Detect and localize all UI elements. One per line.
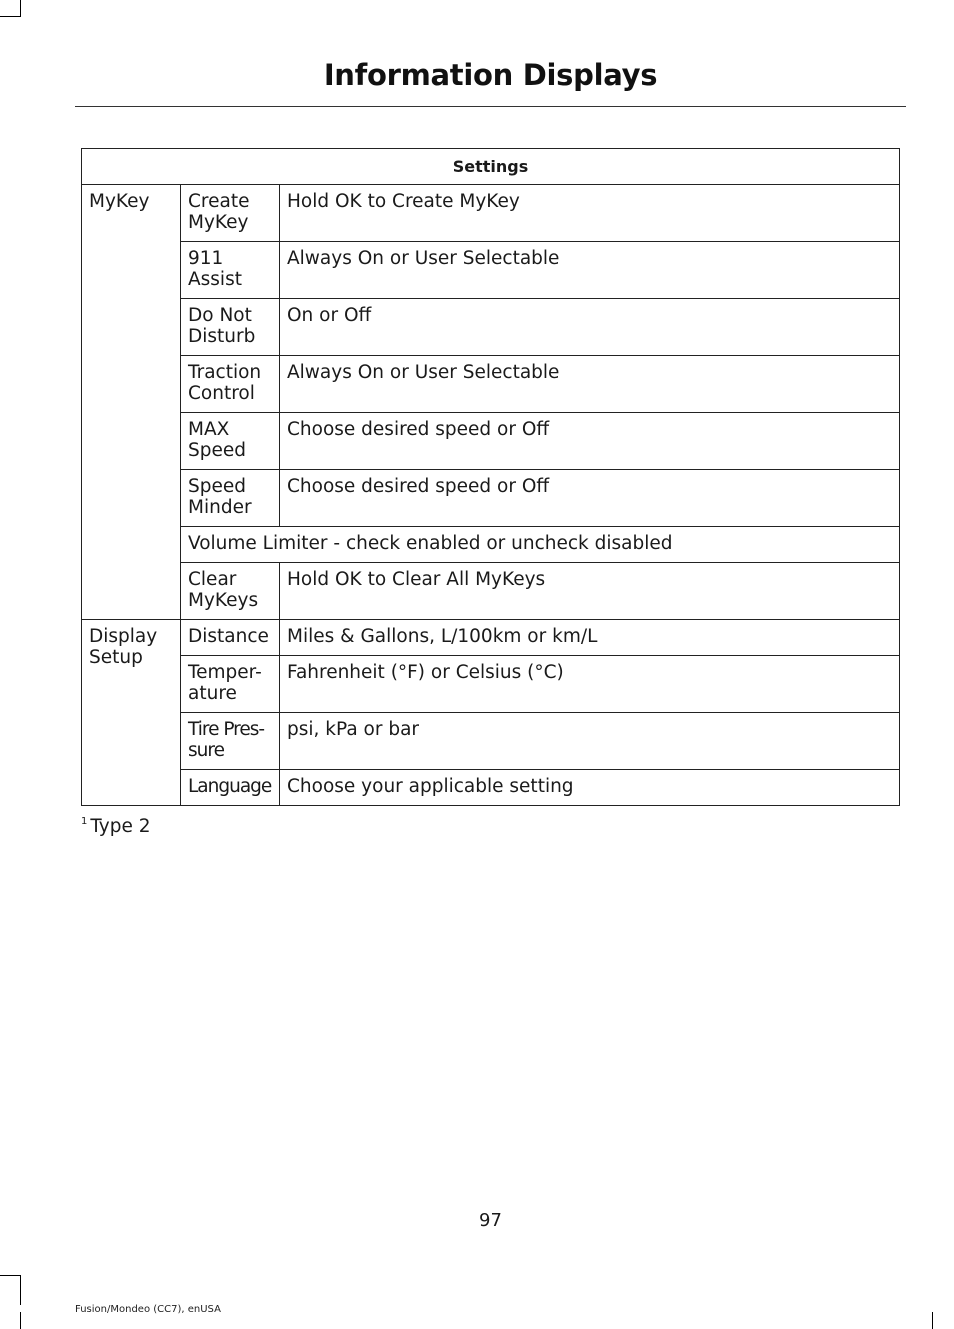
setting-name: Tire Pres-sure	[181, 713, 280, 770]
setting-value: On or Off	[280, 299, 900, 356]
table-row	[82, 413, 900, 470]
table-caption: Settings	[82, 149, 900, 185]
crop-mark-bottom-left-vertical	[20, 1312, 21, 1329]
setting-name: Do Not Disturb	[181, 299, 280, 356]
document-id: Fusion/Mondeo (CC7), enUSA	[75, 1304, 221, 1315]
table-row	[82, 713, 900, 770]
table-header-row	[82, 149, 900, 185]
page-title: Information Displays	[323, 58, 658, 92]
crop-mark-top-left-vertical	[20, 0, 21, 17]
setting-name: Speed Minder	[181, 470, 280, 527]
setting-name: Language	[181, 770, 280, 806]
setting-name: Traction Control	[181, 356, 280, 413]
setting-name: Create MyKey	[181, 185, 280, 242]
category-display-setup: Display Setup	[82, 620, 181, 806]
table-row	[82, 656, 900, 713]
footnote-marker: 1	[81, 816, 88, 827]
table-row	[82, 563, 900, 620]
table-row	[82, 527, 900, 563]
setting-full-row: Volume Limiter - check enabled or uncheck disabled	[181, 527, 900, 563]
setting-value: Miles & Gallons, L/100km or km/L	[280, 620, 900, 656]
setting-name: 911 Assist	[181, 242, 280, 299]
crop-mark-top-left-horizontal	[0, 16, 20, 17]
crop-mark-bottom-left-side	[20, 1275, 21, 1305]
setting-value: Always On or User Selectable	[280, 242, 900, 299]
footnote	[81, 816, 151, 837]
setting-value: Always On or User Selectable	[280, 356, 900, 413]
setting-value: Hold OK to Create MyKey	[280, 185, 900, 242]
table-row	[82, 620, 900, 656]
setting-value: Fahrenheit (°F) or Celsius (°C)	[280, 656, 900, 713]
title-divider	[75, 106, 906, 107]
setting-name: Temper-ature	[181, 656, 280, 713]
crop-mark-bottom-right-vertical	[932, 1312, 933, 1329]
setting-name: MAX Speed	[181, 413, 280, 470]
table-row	[82, 770, 900, 806]
table-row	[82, 299, 900, 356]
crop-mark-bottom-left-horizontal	[0, 1275, 20, 1276]
setting-value: Choose desired speed or Off	[280, 413, 900, 470]
setting-value: psi, kPa or bar	[280, 713, 900, 770]
footnote-text: Type 2	[90, 816, 151, 837]
table-row	[82, 470, 900, 527]
category-mykey: MyKey	[82, 185, 181, 620]
setting-name: Clear MyKeys	[181, 563, 280, 620]
page-number: 97	[479, 1210, 502, 1231]
setting-name: Distance	[181, 620, 280, 656]
setting-value: Choose desired speed or Off	[280, 470, 900, 527]
setting-value: Choose your applicable setting	[280, 770, 900, 806]
settings-table	[81, 148, 900, 806]
setting-value: Hold OK to Clear All MyKeys	[280, 563, 900, 620]
table-row	[82, 242, 900, 299]
table-row	[82, 185, 900, 242]
table-row	[82, 356, 900, 413]
